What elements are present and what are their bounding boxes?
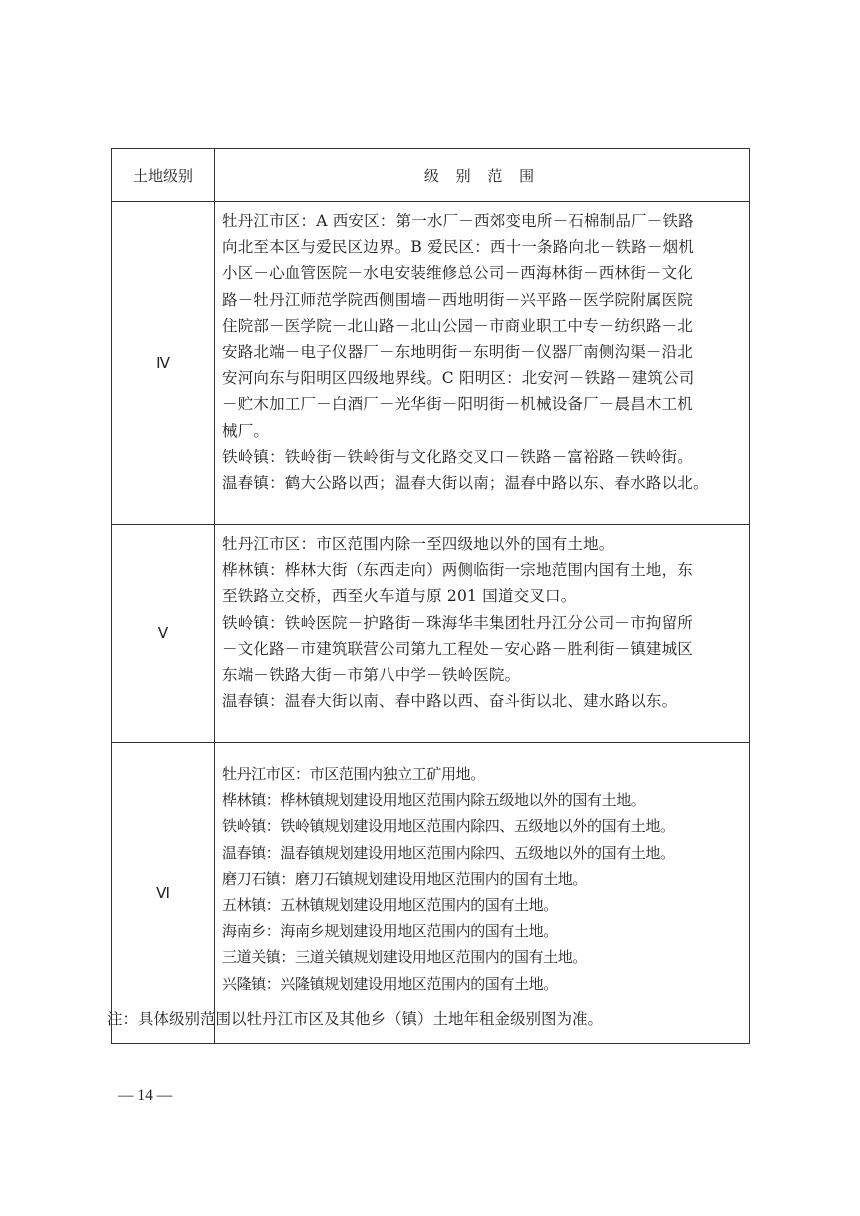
grade-cell: Ⅴ [112, 525, 215, 743]
range-line: 东端－铁路大街－市第八中学－铁岭医院。 [222, 666, 521, 685]
table-row [112, 743, 750, 1044]
range-line: 安路北端－电子仪器厂－东地明街－东明街－仪器厂南侧沟渠－沿北 [222, 343, 694, 362]
table-note: 注：具体级别范围以牡丹江市区及其他乡（镇）土地年租金级别图为准。 [107, 1010, 604, 1028]
range-line: 温春镇：温春大街以南、春中路以西、奋斗街以北、建水路以东。 [222, 692, 678, 711]
page-number: — 14 — [118, 1087, 173, 1104]
range-line: 牡丹江市区：A 西安区：第一水厂－西郊变电所－石棉制品厂－铁路 [222, 212, 694, 230]
range-line: 牡丹江市区：市区范围内除一至四级地以外的国有土地。 [222, 535, 615, 553]
range-line: 小区－心血管医院－水电安装维修总公司－西海林街－西林街－文化 [222, 264, 694, 283]
range-line: 牡丹江市区：市区范围内独立工矿用地。 [222, 765, 485, 783]
range-line: 向北至本区与爱民区边界。B 爱民区：西十一条路向北－铁路－烟机 [222, 238, 695, 257]
table-header-row [112, 149, 750, 202]
range-line: 三道关镇：三道关镇规划建设用地区范围内的国有土地。 [222, 948, 588, 967]
range-line: 铁岭镇：铁岭街－铁岭街与文化路交叉口－铁路－富裕路－铁岭街。 [222, 447, 694, 466]
range-cell [215, 743, 750, 1044]
range-line: 铁岭镇：铁岭镇规划建设用地区范围内除四、五级地以外的国有土地。 [222, 817, 675, 836]
grade-cell: Ⅳ [112, 202, 215, 525]
table-row [112, 202, 750, 525]
header-range: 级 别 范 围 [215, 149, 750, 202]
range-line: －文化路－市建筑联营公司第九工程处－安心路－胜利街－镇建城区 [222, 639, 694, 658]
range-line: 住院部－医学院－北山路－北山公园－市商业职工中专－纺织路－北 [222, 316, 694, 335]
range-line: 至铁路立交桥，西至火车道与原 201 国道交叉口。 [222, 587, 577, 606]
range-line: 兴隆镇：兴隆镇规划建设用地区范围内的国有土地。 [222, 974, 558, 993]
range-line: 桦林镇：桦林大街（东西走向）两侧临街一宗地范围内国有土地，东 [222, 561, 694, 580]
range-line: －贮木加工厂－白酒厂－光华街－阳明街－机械设备厂－晨昌木工机 [222, 395, 694, 414]
range-line: 安河向东与阳明区四级地界线。C 阳明区：北安河－铁路－建筑公司 [222, 369, 695, 388]
range-line: 温春镇：鹤大公路以西；温春大街以南；温春中路以东、春水路以北。 [222, 474, 709, 493]
range-line: 海南乡：海南乡规划建设用地区范围内的国有土地。 [222, 922, 558, 941]
range-line: 温春镇：温春镇规划建设用地区范围内除四、五级地以外的国有土地。 [222, 843, 675, 862]
range-cell [215, 525, 750, 743]
table-row [112, 525, 750, 743]
range-line: 五林镇：五林镇规划建设用地区范围内的国有土地。 [222, 896, 558, 915]
range-line: 铁岭镇：铁岭医院－护路街－珠海华丰集团牡丹江分公司－市拘留所 [222, 613, 694, 632]
header-grade: 土地级别 [112, 149, 215, 202]
land-grade-table [111, 148, 750, 1044]
range-cell [215, 202, 750, 525]
range-line: 桦林镇：桦林镇规划建设用地区范围内除五级地以外的国有土地。 [222, 791, 646, 810]
range-line: 磨刀石镇：磨刀石镇规划建设用地区范围内的国有土地。 [222, 869, 588, 888]
range-line: 路－牡丹江师范学院西侧围墙－西地明街－兴平路－医学院附属医院 [222, 290, 694, 309]
range-line: 械厂。 [222, 421, 270, 440]
grade-cell: Ⅵ [112, 743, 215, 1044]
